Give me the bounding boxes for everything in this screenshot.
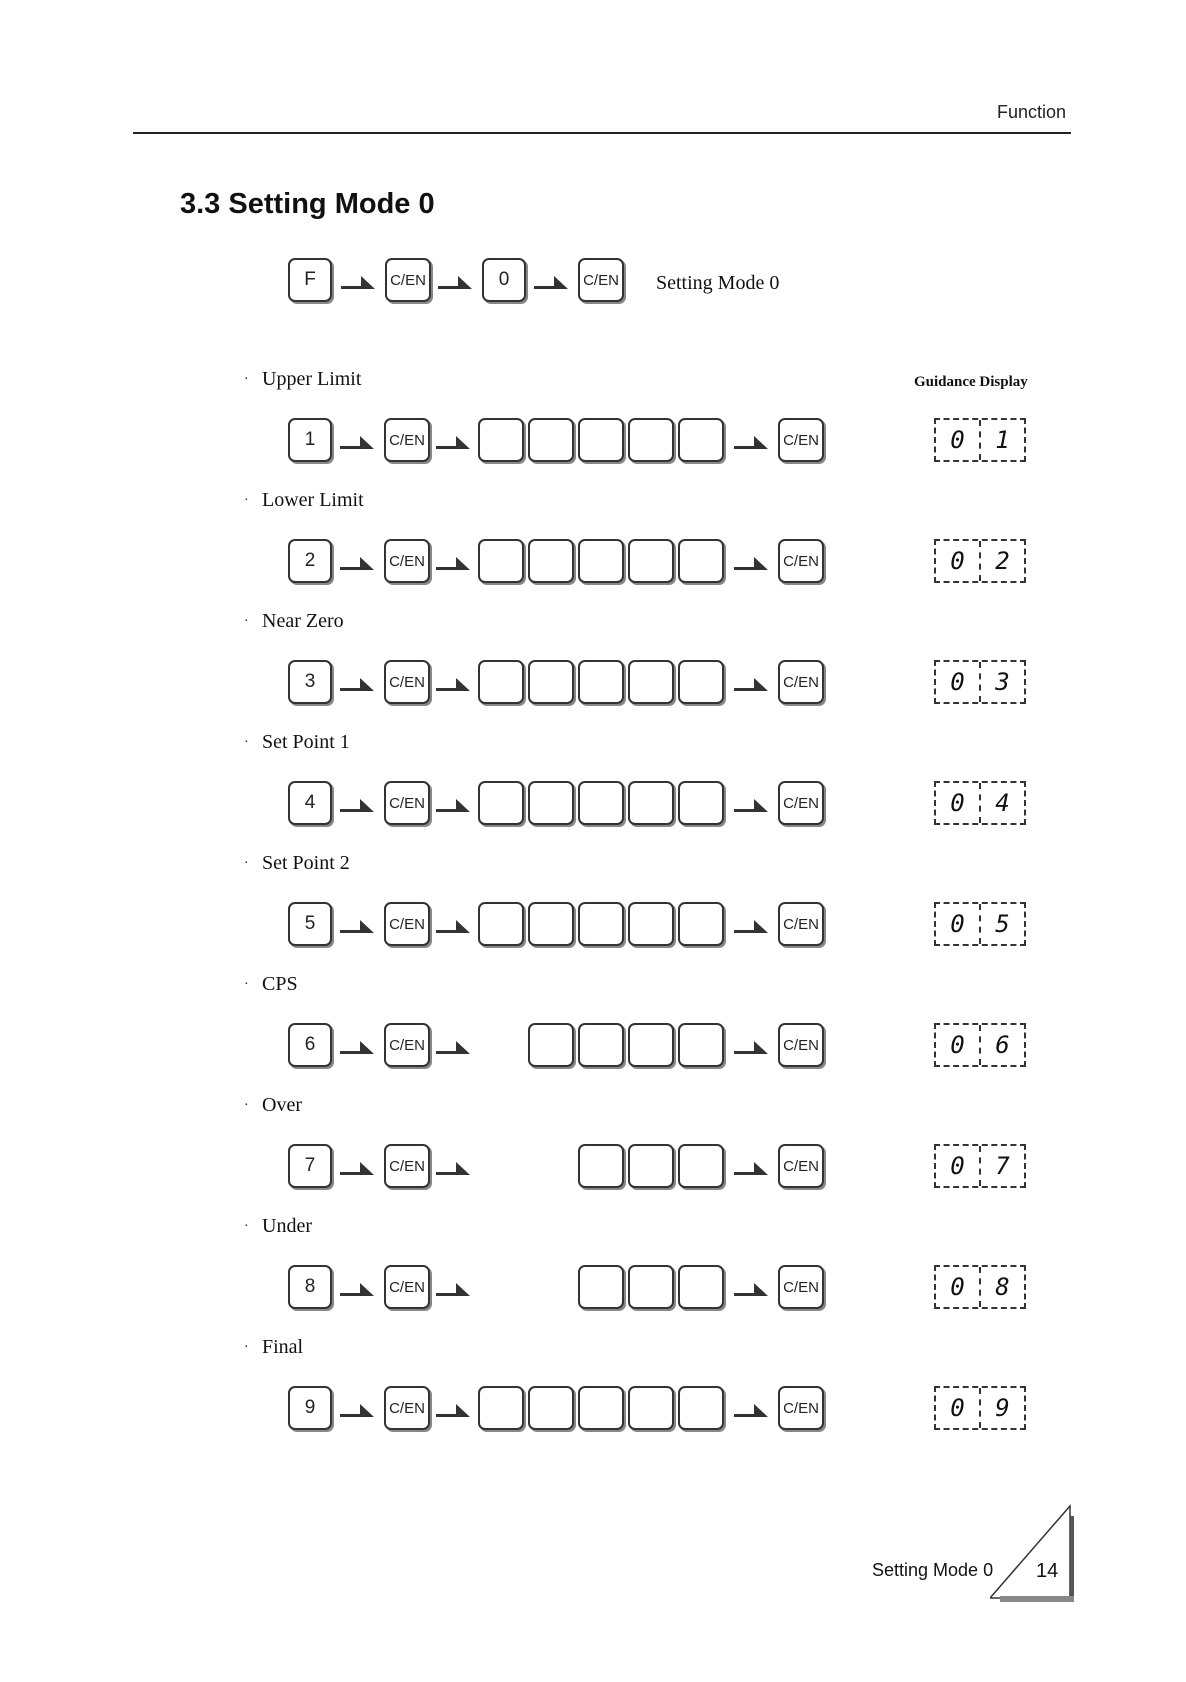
page-number: 14: [1036, 1560, 1059, 1582]
parameter-label: [244, 1215, 312, 1238]
guidance-display: [934, 1386, 1026, 1430]
digit-entry-box: [678, 418, 724, 462]
digit-entry-box: [678, 1023, 724, 1067]
arrow-icon: [734, 551, 770, 573]
bullet-icon: ·: [244, 977, 249, 993]
guidance-digit: 0: [950, 1152, 965, 1180]
parameter-label-text: Over: [262, 1094, 302, 1116]
bullet-icon: ·: [244, 614, 249, 630]
key-cen: C/EN: [778, 1265, 824, 1309]
guidance-digit: 0: [950, 789, 965, 817]
arrow-icon: [734, 1398, 770, 1420]
digit-entry-box: [578, 660, 624, 704]
arrow-icon: [341, 270, 377, 292]
digit-entry-box: [478, 781, 524, 825]
guidance-display: [934, 1144, 1026, 1188]
arrow-icon: [340, 793, 376, 815]
parameter-label: [244, 852, 350, 875]
key-number: 6: [288, 1023, 332, 1067]
digit-entry-box: [678, 1386, 724, 1430]
key-0: 0: [482, 258, 526, 302]
digit-entry-box: [528, 1386, 574, 1430]
digit-entry-box: [678, 1144, 724, 1188]
arrow-icon: [534, 270, 570, 292]
arrow-icon: [340, 672, 376, 694]
mode-sequence: [0, 258, 1186, 306]
arrow-icon: [734, 672, 770, 694]
digit-entry-box: [478, 660, 524, 704]
parameter-label: [244, 731, 350, 754]
key-number: 8: [288, 1265, 332, 1309]
digit-entry-box: [578, 1144, 624, 1188]
arrow-icon: [734, 793, 770, 815]
digit-entry-box: [528, 660, 574, 704]
digit-entry-box: [628, 418, 674, 462]
key-cen: C/EN: [578, 258, 624, 302]
arrow-icon: [734, 1035, 770, 1057]
bullet-icon: ·: [244, 735, 249, 751]
parameter-label: [244, 368, 361, 391]
key-number: 3: [288, 660, 332, 704]
bullet-icon: ·: [244, 372, 249, 388]
key-number: 4: [288, 781, 332, 825]
digit-entry-box: [628, 1265, 674, 1309]
header-rule: [133, 132, 1071, 134]
guidance-digit: 0: [950, 1394, 965, 1422]
parameter-label-text: CPS: [262, 973, 298, 995]
parameter-label-text: Lower Limit: [262, 489, 364, 511]
digit-entry-box: [528, 902, 574, 946]
page-corner-icon: [990, 1502, 1074, 1602]
arrow-icon: [340, 551, 376, 573]
digit-entry-box: [478, 539, 524, 583]
digit-entry-box: [578, 418, 624, 462]
guidance-digit: 6: [979, 1025, 1024, 1065]
parameter-label: [244, 1336, 303, 1359]
digit-entry-box: [628, 539, 674, 583]
parameter-label: [244, 1094, 302, 1117]
arrow-icon: [734, 1277, 770, 1299]
key-cen: C/EN: [384, 1265, 430, 1309]
guidance-digit: 7: [979, 1146, 1024, 1186]
digit-entry-box: [628, 902, 674, 946]
arrow-icon: [436, 1156, 472, 1178]
key-cen: C/EN: [778, 1386, 824, 1430]
key-cen: C/EN: [384, 539, 430, 583]
digit-entry-box: [578, 781, 624, 825]
guidance-display: [934, 1023, 1026, 1067]
parameter-label-text: Under: [262, 1215, 312, 1237]
arrow-icon: [340, 1398, 376, 1420]
key-cen: C/EN: [778, 539, 824, 583]
arrow-icon: [438, 270, 474, 292]
guidance-digit: 0: [950, 668, 965, 696]
digit-entry-box: [678, 902, 724, 946]
digit-entry-box: [578, 539, 624, 583]
key-cen: C/EN: [778, 418, 824, 462]
digit-entry-box: [628, 660, 674, 704]
digit-entry-box: [678, 660, 724, 704]
bullet-icon: ·: [244, 1340, 249, 1356]
key-cen: C/EN: [385, 258, 431, 302]
guidance-display-header: Guidance Display: [914, 374, 1028, 390]
section-label: Function: [996, 102, 1066, 122]
arrow-icon: [734, 914, 770, 936]
arrow-icon: [436, 1277, 472, 1299]
key-cen: C/EN: [384, 1144, 430, 1188]
digit-entry-box: [678, 1265, 724, 1309]
key-number: 1: [288, 418, 332, 462]
arrow-icon: [340, 1035, 376, 1057]
guidance-digit: 2: [979, 541, 1024, 581]
digit-entry-box: [528, 1023, 574, 1067]
key-cen: C/EN: [384, 902, 430, 946]
parameter-label: [244, 610, 344, 633]
bullet-icon: ·: [244, 1219, 249, 1235]
guidance-digit: 8: [979, 1267, 1024, 1307]
guidance-display: [934, 418, 1026, 462]
parameter-label-text: Final: [262, 1336, 304, 1358]
mode-caption: Setting Mode 0: [656, 272, 780, 294]
arrow-icon: [436, 793, 472, 815]
digit-entry-box: [578, 902, 624, 946]
parameter-label-text: Set Point 2: [262, 852, 350, 874]
digit-entry-box: [578, 1023, 624, 1067]
parameter-label-text: Upper Limit: [262, 368, 362, 390]
key-number: 2: [288, 539, 332, 583]
arrow-icon: [436, 914, 472, 936]
digit-entry-box: [478, 418, 524, 462]
key-cen: C/EN: [778, 902, 824, 946]
key-cen: C/EN: [778, 1023, 824, 1067]
key-cen: C/EN: [384, 1386, 430, 1430]
page-title: 3.3 Setting Mode 0: [180, 188, 435, 220]
guidance-digit: 0: [950, 1031, 965, 1059]
guidance-digit: 0: [950, 426, 965, 454]
arrow-icon: [734, 1156, 770, 1178]
guidance-display: [934, 660, 1026, 704]
key-cen: C/EN: [778, 1144, 824, 1188]
digit-entry-box: [528, 418, 574, 462]
bullet-icon: ·: [244, 1098, 249, 1114]
arrow-icon: [734, 430, 770, 452]
key-cen: C/EN: [384, 660, 430, 704]
arrow-icon: [340, 1156, 376, 1178]
key-cen: C/EN: [384, 1023, 430, 1067]
arrow-icon: [340, 914, 376, 936]
arrow-icon: [340, 430, 376, 452]
arrow-icon: [436, 551, 472, 573]
guidance-display: [934, 1265, 1026, 1309]
guidance-digit: 0: [950, 1273, 965, 1301]
key-f: F: [288, 258, 332, 302]
key-cen: C/EN: [384, 781, 430, 825]
arrow-icon: [436, 672, 472, 694]
footer-section-name: Setting Mode 0: [872, 1560, 994, 1580]
guidance-digit: 5: [979, 904, 1024, 944]
digit-entry-box: [528, 781, 574, 825]
parameter-label: [244, 973, 298, 996]
digit-entry-box: [628, 1144, 674, 1188]
digit-entry-box: [628, 781, 674, 825]
arrow-icon: [436, 1398, 472, 1420]
parameter-label-text: Near Zero: [262, 610, 344, 632]
parameter-label-text: Set Point 1: [262, 731, 350, 753]
guidance-digit: 0: [950, 547, 965, 575]
key-cen: C/EN: [384, 418, 430, 462]
digit-entry-box: [678, 539, 724, 583]
key-cen: C/EN: [778, 781, 824, 825]
arrow-icon: [436, 1035, 472, 1057]
guidance-digit: 0: [950, 910, 965, 938]
key-number: 7: [288, 1144, 332, 1188]
key-number: 9: [288, 1386, 332, 1430]
arrow-icon: [340, 1277, 376, 1299]
guidance-digit: 1: [979, 420, 1024, 460]
bullet-icon: ·: [244, 856, 249, 872]
guidance-display: [934, 902, 1026, 946]
key-number: 5: [288, 902, 332, 946]
parameter-label: [244, 489, 364, 512]
digit-entry-box: [678, 781, 724, 825]
guidance-digit: 3: [979, 662, 1024, 702]
digit-entry-box: [478, 902, 524, 946]
digit-entry-box: [628, 1023, 674, 1067]
guidance-display: [934, 539, 1026, 583]
guidance-digit: 9: [979, 1388, 1024, 1428]
arrow-icon: [436, 430, 472, 452]
key-cen: C/EN: [778, 660, 824, 704]
digit-entry-box: [528, 539, 574, 583]
guidance-display: [934, 781, 1026, 825]
digit-entry-box: [478, 1386, 524, 1430]
digit-entry-box: [578, 1265, 624, 1309]
digit-entry-box: [628, 1386, 674, 1430]
guidance-digit: 4: [979, 783, 1024, 823]
digit-entry-box: [578, 1386, 624, 1430]
bullet-icon: ·: [244, 493, 249, 509]
